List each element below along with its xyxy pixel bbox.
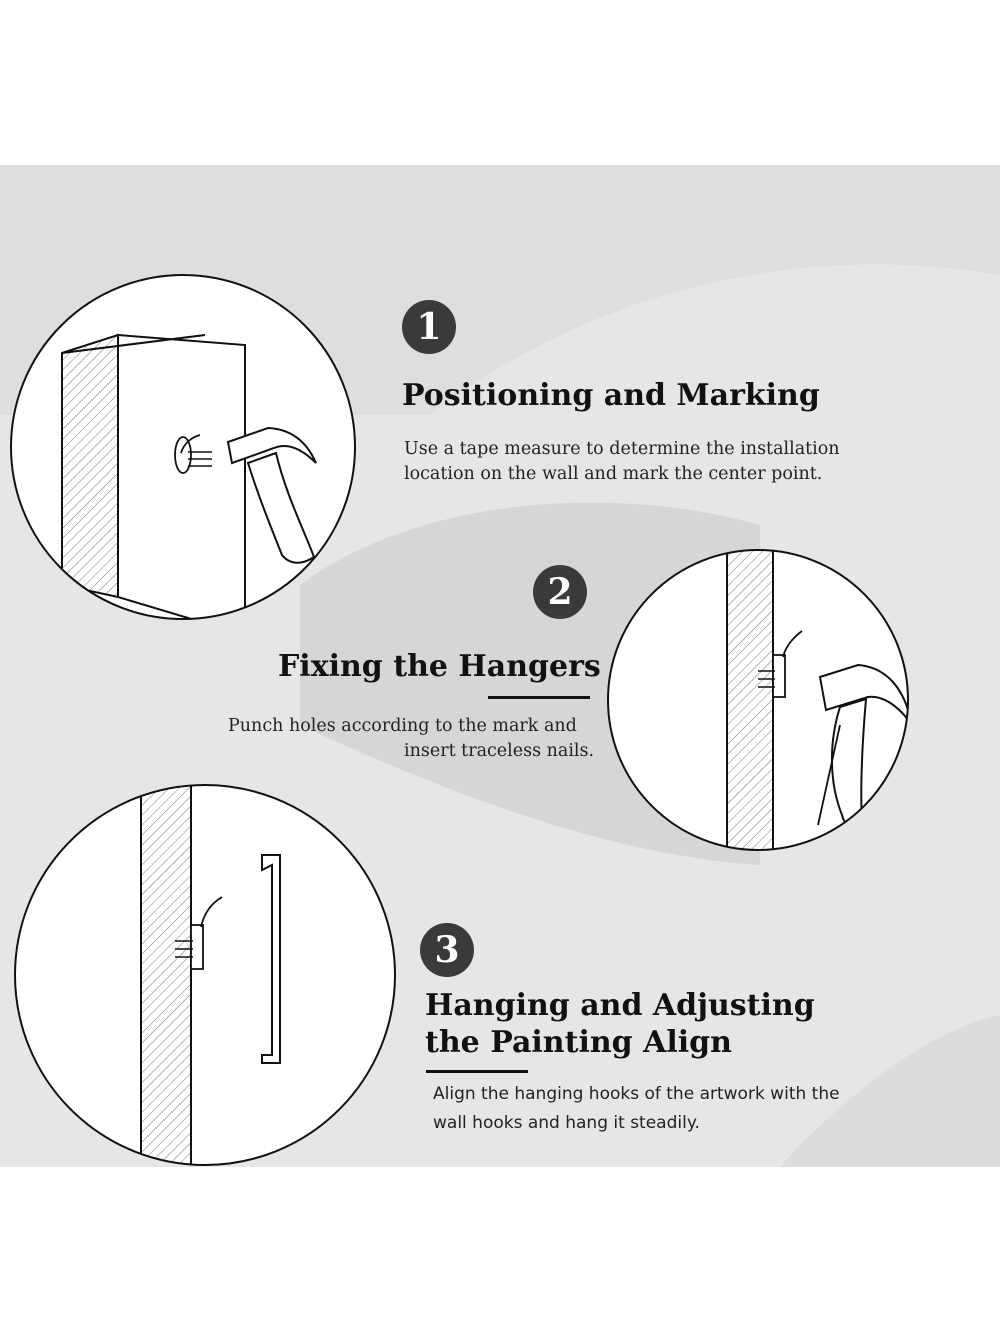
step-2-illustration (608, 515, 912, 895)
step-2-title: Fixing the Hangers (278, 649, 601, 684)
step-1-description-line-1: Use a tape measure to determine the installation (404, 439, 840, 459)
instruction-panel (0, 165, 1000, 1167)
step-3-illustration (15, 765, 395, 1167)
step-3-description-line-2: wall hooks and hang it steadily. (433, 1113, 700, 1133)
step-3-badge: 3 (420, 923, 474, 977)
step-3-title-line-2: the Painting Align (425, 1025, 732, 1060)
step-1-illustration (11, 275, 355, 635)
step-2-description-line-1: Punch holes according to the mark and (228, 716, 577, 736)
step-3-title-line-1: Hanging and Adjusting (425, 988, 815, 1023)
step-1-title: Positioning and Marking (402, 378, 820, 413)
step-3-description-line-1: Align the hanging hooks of the artwork with the (433, 1084, 840, 1104)
step-2-underline (488, 696, 590, 699)
step-3-underline (426, 1070, 528, 1073)
step-2-description-line-2: insert traceless nails. (404, 741, 595, 761)
step-2-badge: 2 (533, 565, 587, 619)
step-1-badge: 1 (402, 300, 456, 354)
step-1-description-line-2: location on the wall and mark the center point. (404, 464, 823, 484)
